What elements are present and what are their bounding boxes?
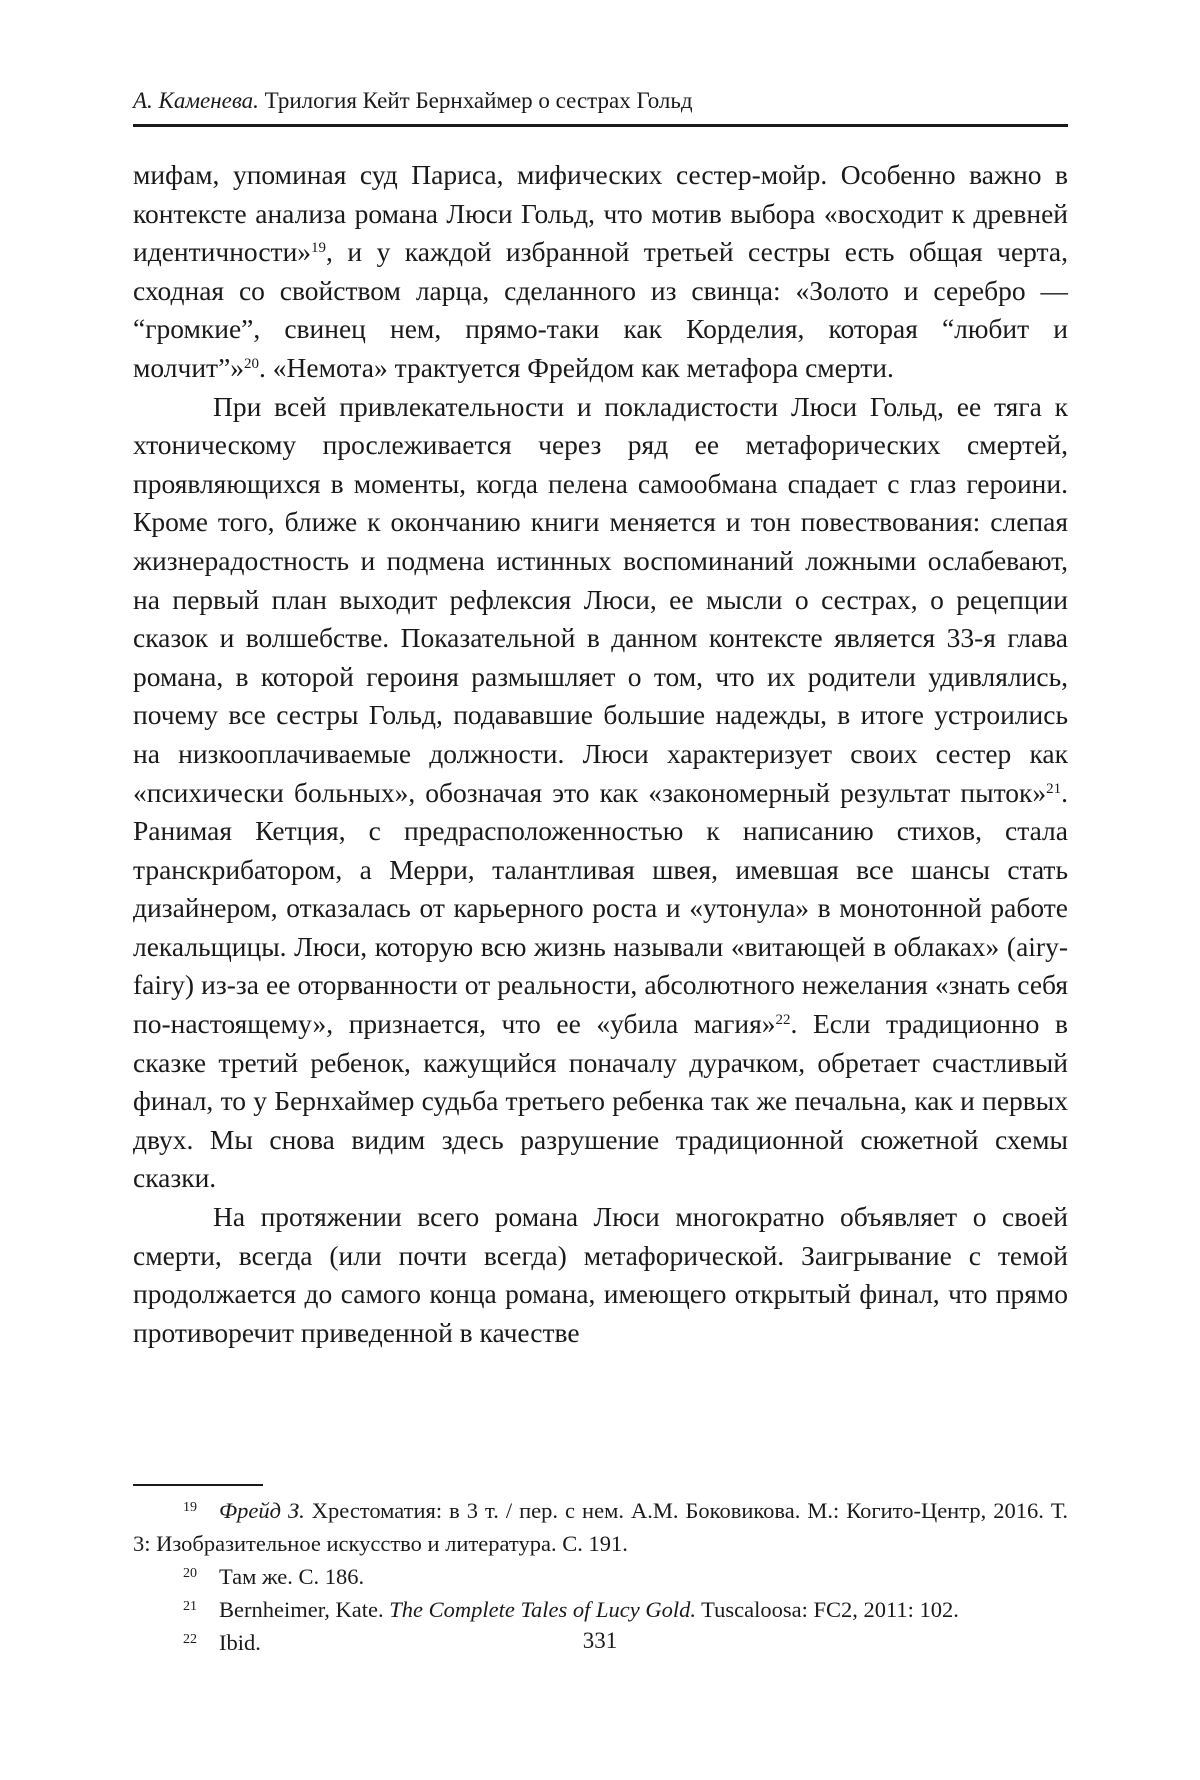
text-segment: , и у каждой избранной третьей сестры есть общая черта, сходная со свойством ларца, сделанного из свинца: «Золото и серебро — “громкие”, свинец нем, прямо-таки как Корделия, которая “любит и молчит”» — [133, 236, 1068, 383]
footnote-text: Там же. С. 186. — [219, 1564, 365, 1589]
text-segment: . «Немота» трактуется Фрейдом как метафора смерти. — [259, 351, 894, 383]
footnote-19: 19 Фрейд З. Хрестоматия: в 3 т. / пер. с нем. А.М. Боковикова. М.: Когито-Центр, 2016. Т. 3: Изобразительное искусство и литература. С. 191. — [133, 1498, 1068, 1556]
running-head — [133, 86, 1068, 116]
footnote-text: Ibid. — [219, 1630, 261, 1655]
footnote-text: Bernheimer, Kate. — [219, 1597, 390, 1622]
footnote-22: 22 Ibid. — [183, 1630, 261, 1655]
paragraph-3 — [133, 1198, 1068, 1352]
footnote-rule — [133, 1484, 263, 1486]
footnote-book-title: The Complete Tales of Lucy Gold. — [389, 1597, 696, 1622]
text-segment: . Ранимая Кетция, с предрасположенностью к написанию стихов, стала транскрибатором, а Мерри, талантливая швея, имевшая все шансы стать дизайнером, отказалась от карьерного роста и «утонула» в монотонной работе лекальщицы. Люси, которую всю жизнь называли «витающей в облаках» (airy-fairy) из-за ее оторванности от реальности, абсолютного нежелания «знать себя по-настоящему», признается, что ее «убила магия» — [133, 776, 1068, 1040]
text-segment: На протяжении всего романа Люси многократно объявляет о своей смерти, всегда (или почти всегда) метафорической. Заигрывание с темой продолжается до самого конца романа, имеющего открытый финал, что прямо противоречит приведенной в качестве — [133, 1201, 1068, 1348]
paragraph-1 — [133, 156, 1068, 388]
main-text — [133, 156, 1068, 1352]
text-segment: При всей привлекательности и покладистости Люси Гольд, ее тяга к хтоническому прослеживается через ряд ее метафорических смертей, проявляющихся в моменты, когда пелена самообмана спадает с глаз героини. Кроме того, ближе к окончанию книги меняется и тон повествования: слепая жизнерадостность и подмена истинных воспоминаний ложными ослабевают, на первый план выходит рефлексия Люси, ее мысли о сестрах, о рецепции сказок и волшебстве. Показательной в данном контексте является 33-я глава романа, в которой героиня размышляет о том, что их родители удивлялись, почему все сестры Гольд, подававшие большие надежды, в итоге устроились на низкооплачиваемые должности. Люси характеризует своих сестер как «психически больных», обозначая это как «закономерный результат пыток» — [133, 390, 1068, 808]
footnote-ref-20[interactable]: 20 — [244, 355, 260, 372]
footnote-ref-19[interactable]: 19 — [311, 240, 327, 257]
header-rule — [133, 124, 1068, 127]
footnote-ref-22[interactable]: 22 — [775, 1012, 791, 1029]
footnote-author: Фрейд З. — [219, 1498, 305, 1523]
footnote-20: 20 Там же. С. 186. — [183, 1564, 365, 1589]
text-segment: . Если традиционно в сказке третий ребенок, кажущийся поначалу дурачком, обретает счастливый финал, то у Бернхаймер судьба третьего ребенка так же печальна, как и первых двух. Мы снова видим здесь разрушение традиционной сюжетной схемы сказки. — [133, 1008, 1068, 1194]
footnote-21: 21 Bernheimer, Kate. The Complete Tales of Lucy Gold. Tuscaloosa: FC2, 2011: 102. — [183, 1597, 959, 1622]
footnote-text: Tuscaloosa: FC2, 2011: 102. — [695, 1597, 959, 1622]
page-number: 331 — [582, 1628, 618, 1653]
text-segment: мифам, упоминая суд Париса, мифических сестер-мойр. Особенно важно в контексте анализа романа Люси Гольд, что мотив выбора «восходит к древней идентичности» — [133, 159, 1068, 268]
footnote-ref-21[interactable]: 21 — [1046, 780, 1062, 797]
running-head-title: Трилогия Кейт Бернхаймер о сестрах Гольд — [264, 88, 693, 113]
paragraph-2 — [133, 388, 1068, 1198]
running-head-author: А. Каменева. — [133, 88, 259, 113]
footnote-text: Хрестоматия: в 3 т. / пер. с нем. А.М. Боковикова. М.: Когито-Центр, 2016. Т. 3: Изобразительное искусство и литература. С. 191. — [133, 1498, 1068, 1556]
